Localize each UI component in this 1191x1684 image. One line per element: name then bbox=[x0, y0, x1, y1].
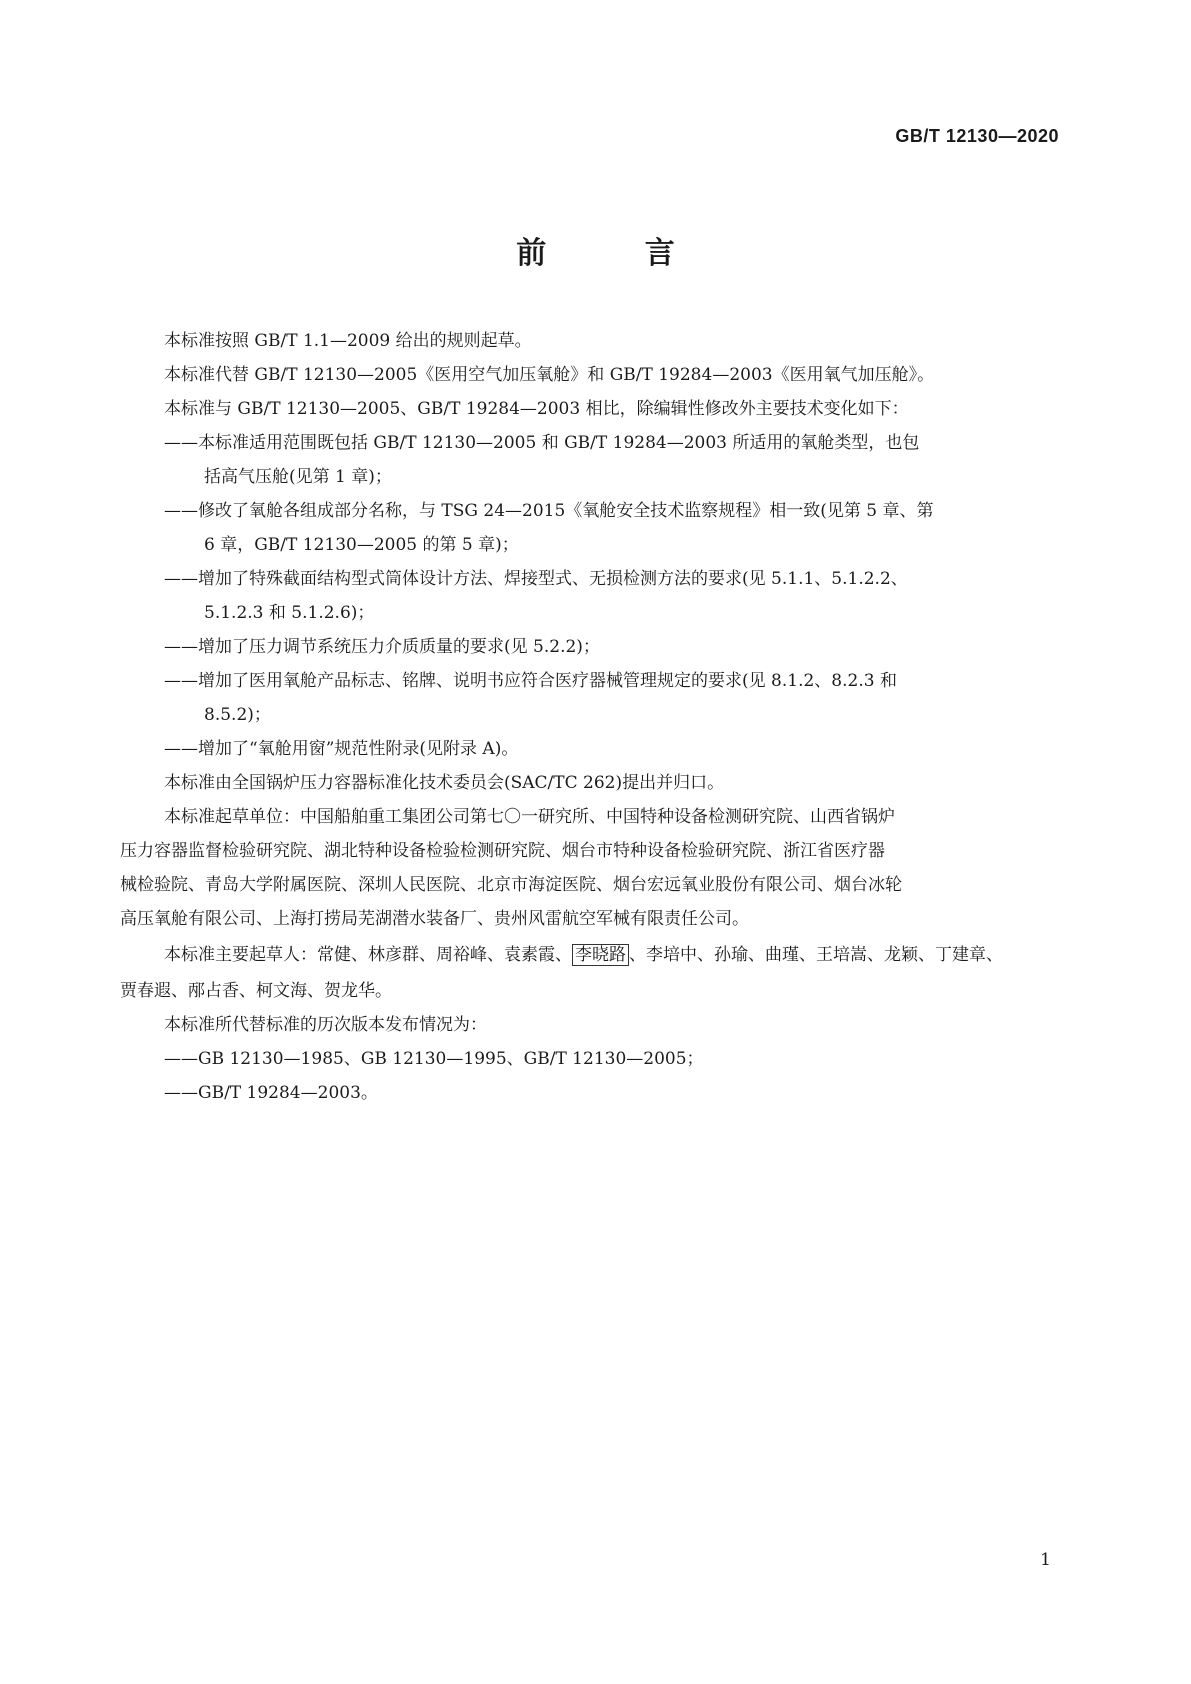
change-item-1: ——本标准适用范围既包括 GB/T 12130—2005 和 GB/T 19284—2003 所适用的氧舱类型，也包 bbox=[164, 433, 920, 453]
history-item-2: ——GB/T 19284—2003。 bbox=[164, 1083, 378, 1103]
change-item-2: ——修改了氧舱各组成部分名称，与 TSG 24—2015《氧舱安全技术监察规程》相一致(见第 5 章、第 bbox=[164, 501, 934, 521]
change-item-3-cont: 5.1.2.3 和 5.1.2.6)； bbox=[204, 603, 375, 623]
dash-mark: —— bbox=[164, 739, 198, 759]
paragraph-drafting-units-cont: 械检验院、青岛大学附属医院、深圳人民医院、北京市海淀医院、烟台宏远氧业股份有限公司、烟台冰轮 bbox=[120, 875, 902, 895]
standard-code: GB/T 12130—2020 bbox=[895, 126, 1059, 146]
change-item-2-cont: 6 章，GB/T 12130—2005 的第 5 章)； bbox=[204, 535, 519, 555]
paragraph-drafting-units-cont: 压力容器监督检验研究院、湖北特种设备检验检测研究院、烟台市特种设备检验研究院、浙江省医疗器 bbox=[120, 841, 885, 861]
dash-mark: —— bbox=[164, 1049, 198, 1069]
page-number: 1 bbox=[1040, 1550, 1051, 1570]
change-item-4: ——增加了压力调节系统压力介质质量的要求(见 5.2.2)； bbox=[164, 637, 600, 657]
dash-mark: —— bbox=[164, 501, 198, 521]
paragraph-changes-intro: 本标准与 GB/T 12130—2005、GB/T 19284—2003 相比，除编辑性修改外主要技术变化如下： bbox=[164, 399, 909, 419]
change-item-5: ——增加了医用氧舱产品标志、铭牌、说明书应符合医疗器械管理规定的要求(见 8.1.2、8.2.3 和 bbox=[164, 671, 897, 691]
paragraph-proposer: 本标准由全国锅炉压力容器标准化技术委员会(SAC/TC 262)提出并归口。 bbox=[164, 773, 725, 793]
foreword-body bbox=[120, 324, 1062, 1110]
dash-mark: —— bbox=[164, 671, 198, 691]
paragraph-drafters: 本标准主要起草人：常健、林彦群、周裕峰、袁素霞、 李晓路 、李培中、孙瑜、曲瑾、王培嵩、龙颖、丁建章、 bbox=[164, 945, 1003, 965]
paragraph-drafting-units: 本标准起草单位：中国船舶重工集团公司第七〇一研究所、中国特种设备检测研究院、山西省锅炉 bbox=[164, 807, 895, 827]
paragraph-history-intro: 本标准所代替标准的历次版本发布情况为： bbox=[164, 1015, 487, 1035]
dash-mark: —— bbox=[164, 1083, 198, 1103]
dash-mark: —— bbox=[164, 433, 198, 453]
change-item-6: ——增加了“氧舱用窗”规范性附录(见附录 A)。 bbox=[164, 739, 519, 759]
page-title: 前 言 bbox=[516, 236, 719, 271]
paragraph-replaces: 本标准代替 GB/T 12130—2005《医用空气加压氧舱》和 GB/T 19284—2003《医用氧气加压舱》。 bbox=[164, 365, 935, 385]
dash-mark: —— bbox=[164, 637, 198, 657]
change-item-5-cont: 8.5.2)； bbox=[204, 705, 271, 725]
change-item-3: ——增加了特殊截面结构型式筒体设计方法、焊接型式、无损检测方法的要求(见 5.1.1、5.1.2.2、 bbox=[164, 569, 908, 589]
paragraph-drafters-cont: 贾春遐、邴占香、柯文海、贺龙华。 bbox=[120, 981, 392, 1001]
paragraph-drafting-rules: 本标准按照 GB/T 1.1—2009 给出的规则起草。 bbox=[164, 331, 532, 351]
paragraph-drafting-units-cont: 高压氧舱有限公司、上海打捞局芜湖潜水装备厂、贵州风雷航空军械有限责任公司。 bbox=[120, 909, 749, 929]
history-item-1: ——GB 12130—1985、GB 12130—1995、GB/T 12130—2005； bbox=[164, 1049, 704, 1069]
dash-mark: —— bbox=[164, 569, 198, 589]
highlighted-name: 李晓路 bbox=[572, 944, 629, 966]
change-item-1-cont: 括高气压舱(见第 1 章)； bbox=[204, 467, 392, 487]
